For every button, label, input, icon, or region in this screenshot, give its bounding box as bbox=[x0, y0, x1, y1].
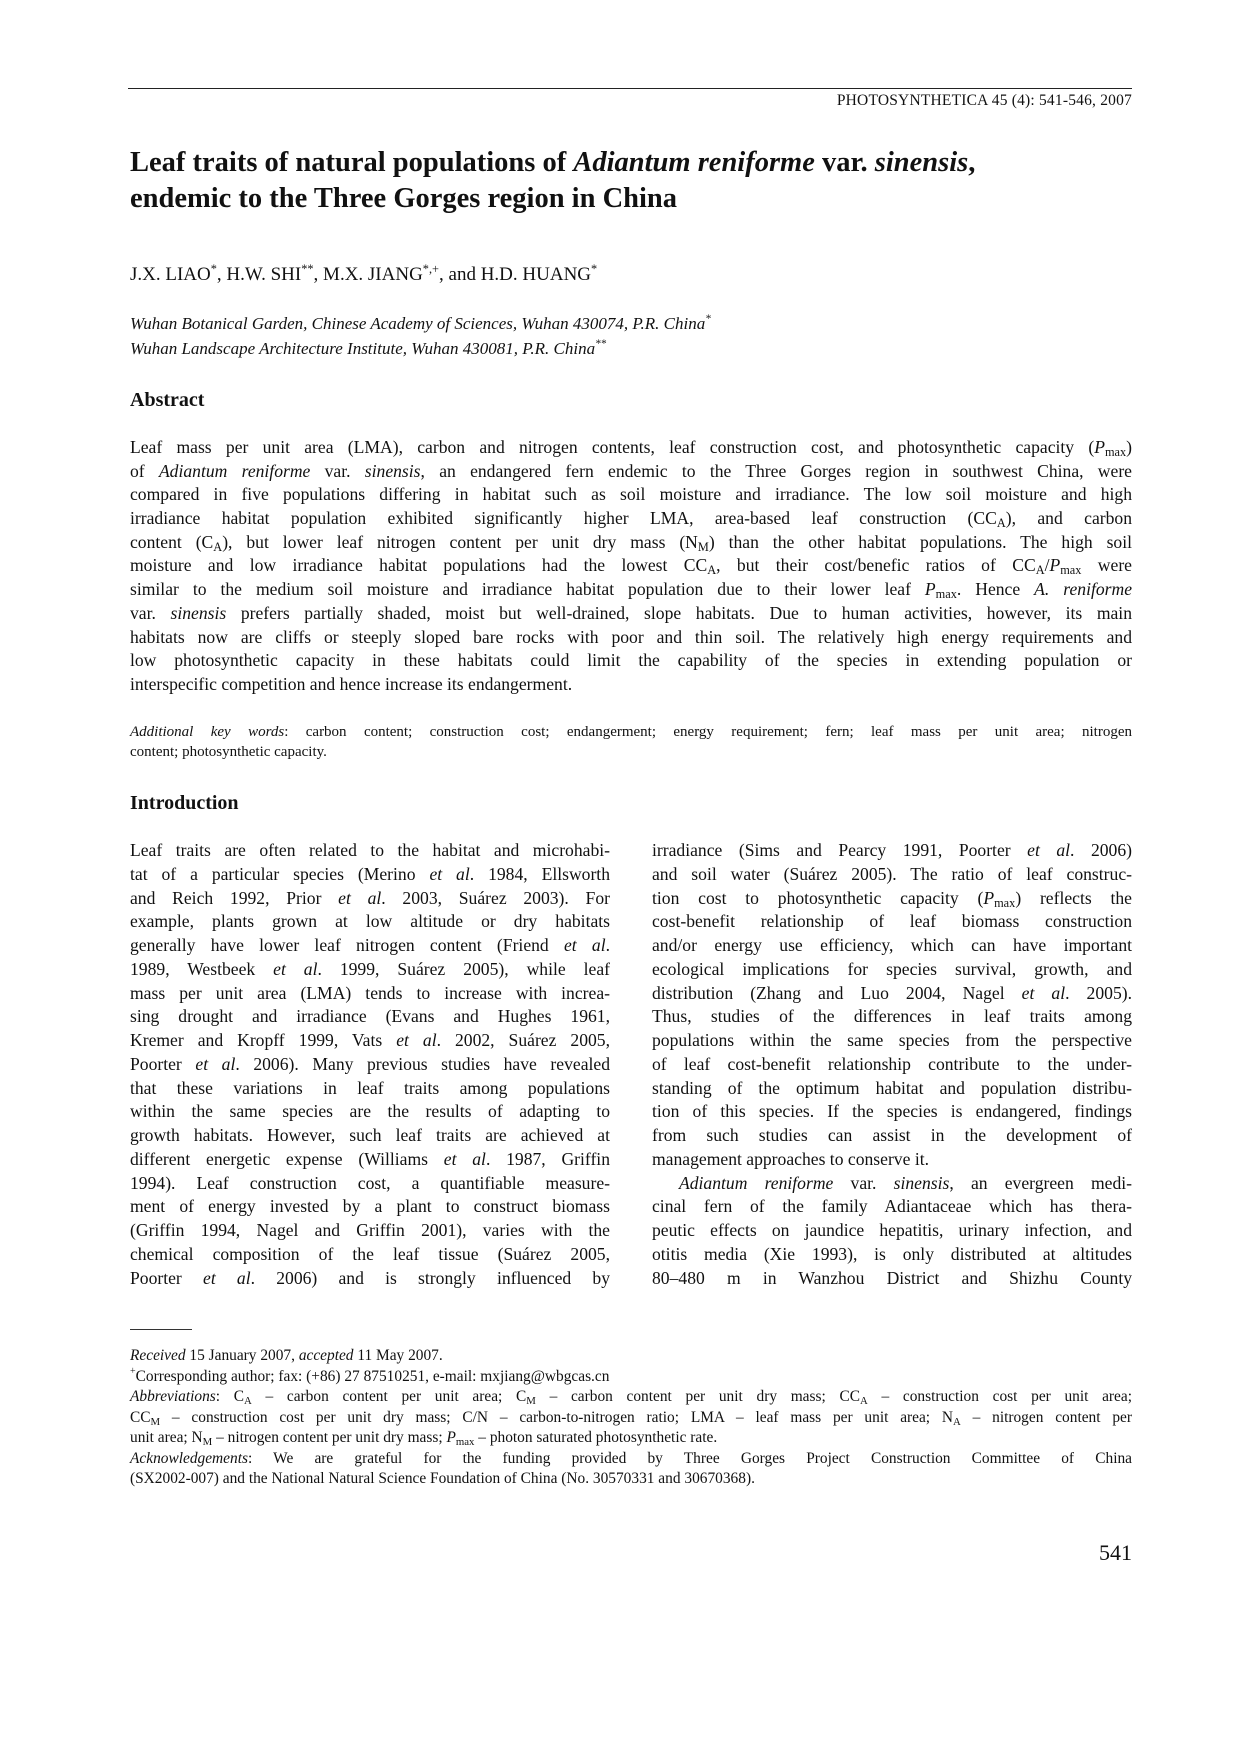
text-line: different energetic expense (Williams et al. 1987, Griffin bbox=[130, 1148, 610, 1169]
abstract-line: interspecific competition and hence increase its endangerment. bbox=[130, 673, 573, 694]
page-number: 541 bbox=[1099, 1540, 1132, 1565]
text-line: within the same species are the results of adapting to bbox=[130, 1101, 610, 1122]
title-line-2: endemic to the Three Gorges region in China bbox=[130, 183, 678, 214]
header-rule bbox=[128, 88, 1132, 89]
text-line: 1989, Westbeek et al. 1999, Suárez 2005), while leaf bbox=[130, 958, 610, 979]
acknowledgements-note: Acknowledgements: We are grateful for the funding provided by Three Gorges Project Construction Committee of China bbox=[130, 1449, 1132, 1467]
text-line: cinal fern of the family Adiantaceae which has thera- bbox=[652, 1196, 1132, 1217]
abbreviations-note: Abbreviations: $C_A$ – carbon content per unit area; $C_M$ – carbon content per unit dry mass; $CC_A$ – construction cost per unit area; bbox=[130, 1388, 1132, 1407]
text-line: distribution (Zhang and Luo 2004, Nagel et al. 2005). bbox=[652, 982, 1132, 1003]
affiliation-2: Wuhan Landscape Architecture Institute, Wuhan 430081, P.R. China** bbox=[130, 338, 607, 358]
text-line: and soil water (Suárez 2005). The ratio of leaf construc- bbox=[652, 863, 1132, 884]
text-line: ecological implications for species survival, growth, and bbox=[652, 958, 1132, 979]
running-head: PHOTOSYNTHETICA 45 (4): 541-546, 2007 bbox=[836, 92, 1132, 109]
text-line: populations within the same species from the perspective bbox=[652, 1030, 1132, 1050]
keywords-line: content; photosynthetic capacity. bbox=[130, 744, 327, 760]
abstract-line: similar to the medium soil moisture and irradiance habitat population due to their lower leaf $P_{max}$. Hence A. reniforme bbox=[130, 579, 1133, 602]
abstract-line: low photosynthetic capacity in these habitats could limit the capability of the species in extending population or bbox=[130, 650, 1132, 671]
text-line: and Reich 1992, Prior et al. 2003, Suárez 2003). For bbox=[130, 887, 610, 908]
text-line: tat of a particular species (Merino et al. 1984, Ellsworth bbox=[130, 863, 610, 884]
introduction-heading: Introduction bbox=[130, 792, 239, 814]
abbreviations-note: $CC_M$ – construction cost per unit dry mass; C/N – carbon-to-nitrogen ratio; LMA – leaf mass per unit area; $N_A$ – nitrogen content per bbox=[130, 1408, 1132, 1428]
abstract-line: compared in five populations differing in habitat such as soil moisture and irradiance. The low soil moisture and high bbox=[130, 484, 1132, 505]
text-line: ment of energy invested by a plant to construct biomass bbox=[130, 1196, 610, 1217]
title-line-1: Leaf traits of natural populations of Adiantum reniforme var. sinensis, bbox=[130, 147, 976, 178]
abstract-line: Leaf mass per unit area (LMA), carbon and nitrogen contents, leaf construction cost, and photosynthetic capacity $(P_{max})$ bbox=[130, 437, 1132, 459]
author-list: J.X. LIAO*, H.W. SHI**, M.X. JIANG*,+, and H.D. HUANG* bbox=[130, 262, 598, 285]
text-line: of leaf cost-benefit relationship contribute to the under- bbox=[652, 1053, 1132, 1074]
text-line: standing of the optimum habitat and population distribu- bbox=[652, 1077, 1132, 1098]
text-line: Leaf traits are often related to the habitat and microhabi- bbox=[130, 840, 610, 860]
text-line: 80–480 m in Wanzhou District and Shizhu County bbox=[652, 1267, 1132, 1288]
text-line: and/or energy use efficiency, which can have important bbox=[652, 935, 1132, 955]
text-line: cost-benefit relationship of leaf biomass construction bbox=[652, 911, 1132, 932]
corresponding-author-note: +Corresponding author; fax: (+86) 27 87510251, e-mail: mxjiang@wbgcas.cn bbox=[130, 1365, 610, 1385]
abstract-line: habitats now are cliffs or steeply sloped bare rocks with poor and thin soil. The relatively high energy requirements and bbox=[130, 626, 1132, 647]
abstract-line: var. sinensis prefers partially shaded, moist but well-drained, slope habitats. Due to human activities, however, its main bbox=[130, 602, 1132, 623]
text-line: irradiance (Sims and Pearcy 1991, Poorter et al. 2006) bbox=[652, 840, 1133, 860]
text-line: that these variations in leaf traits among populations bbox=[130, 1077, 610, 1098]
text-line: peutic effects on jaundice hepatitis, urinary infection, and bbox=[652, 1220, 1132, 1240]
text-line: Thus, studies of the differences in leaf traits among bbox=[652, 1006, 1132, 1027]
text-line: growth habitats. However, such leaf traits are achieved at bbox=[130, 1125, 610, 1145]
text-line: management approaches to conserve it. bbox=[652, 1148, 929, 1169]
keywords bbox=[130, 722, 1132, 762]
text-line: (Griffin 1994, Nagel and Griffin 2001), varies with the bbox=[130, 1220, 610, 1240]
text-line: tion cost to photosynthetic capacity $(P_{max})$ reflects the bbox=[652, 887, 1132, 910]
acknowledgements-note: (SX2002-007) and the National Natural Science Foundation of China (No. 30570331 and 30670368). bbox=[130, 1470, 755, 1487]
received-note: Received 15 January 2007, accepted 11 May 2007. bbox=[130, 1347, 443, 1364]
introduction-right-column bbox=[652, 839, 1132, 1290]
abstract-line: irradiance habitat population exhibited significantly higher LMA, area-based leaf construction $(CC_A)$, and carbon bbox=[130, 508, 1133, 531]
abstract-line: moisture and low irradiance habitat populations had the lowest $CC_A$, but their cost/benefic ratios of $CC_A/P_{max}$ were bbox=[130, 555, 1132, 578]
text-line: from such studies can assist in the development of bbox=[652, 1125, 1132, 1145]
abstract-line: of Adiantum reniforme var. sinensis, an endangered fern endemic to the Three Gorges region in southwest China, were bbox=[130, 460, 1132, 481]
text-line: tion of this species. If the species is endangered, findings bbox=[652, 1101, 1132, 1122]
abbreviations-note: unit area; $N_M$ – nitrogen content per unit dry mass; $P_{max}$ – photon saturated photosynthetic rate. bbox=[130, 1429, 718, 1448]
text-line: example, plants grown at low altitude or dry habitats bbox=[130, 911, 610, 932]
text-line: Poorter et al. 2006) and is strongly influenced by bbox=[130, 1267, 610, 1288]
introduction-left-column bbox=[130, 839, 610, 1290]
footnote-rule bbox=[130, 1329, 192, 1330]
text-line: Poorter et al. 2006). Many previous studies have revealed bbox=[130, 1053, 611, 1074]
text-line: otitis media (Xie 1993), is only distributed at altitudes bbox=[652, 1243, 1132, 1264]
abstract-body bbox=[130, 436, 1132, 697]
text-line: Adiantum reniforme var. sinensis, an evergreen medi- bbox=[679, 1172, 1132, 1193]
text-line: mass per unit area (LMA) tends to increase with increa- bbox=[130, 982, 610, 1003]
footnotes bbox=[130, 1346, 1132, 1490]
text-line: 1994). Leaf construction cost, a quantifiable measure- bbox=[130, 1172, 610, 1193]
abstract-line: content $(C_A)$, but lower leaf nitrogen content per unit dry mass $(N_M)$ than the other habitat populations. The high soil bbox=[130, 531, 1132, 554]
text-line: generally have lower leaf nitrogen content (Friend et al. bbox=[130, 935, 610, 955]
affiliation-1: Wuhan Botanical Garden, Chinese Academy of Sciences, Wuhan 430074, P.R. China* bbox=[130, 313, 711, 333]
text-line: sing drought and irradiance (Evans and Hughes 1961, bbox=[130, 1006, 610, 1027]
keywords-line: Additional key words: carbon content; construction cost; endangerment; energy requirement; fern; leaf mass per unit area; nitrogen bbox=[130, 724, 1133, 740]
abstract-heading: Abstract bbox=[130, 389, 205, 411]
text-line: Kremer and Kropff 1999, Vats et al. 2002, Suárez 2005, bbox=[130, 1030, 611, 1050]
article-title bbox=[130, 145, 1130, 217]
text-line: chemical composition of the leaf tissue (Suárez 2005, bbox=[130, 1243, 610, 1264]
